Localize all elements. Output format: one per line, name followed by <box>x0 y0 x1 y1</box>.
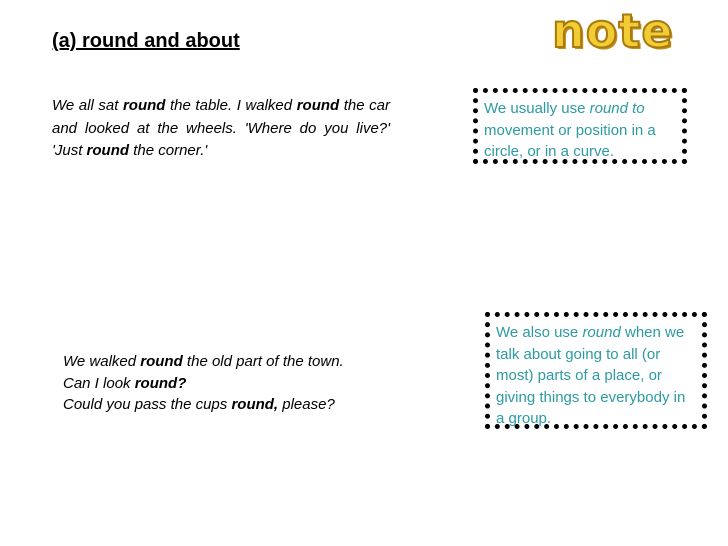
note-box-places <box>485 312 707 429</box>
example-text: Could you pass the cups <box>63 396 232 413</box>
example-text: please? <box>278 396 335 413</box>
note-text: when we talk about going to all (or most) parts of a place, or giving things to everybody in a group. <box>496 324 686 427</box>
example-bold-word: round <box>140 353 183 370</box>
note-box-usage <box>473 88 687 164</box>
paragraph-bold-word: round <box>296 97 340 114</box>
note-italic-term: round to <box>589 100 645 117</box>
example-bold-word: round? <box>134 374 187 392</box>
note-badge: note <box>552 4 674 58</box>
paragraph-bold-word: round <box>86 142 130 159</box>
note-text: movement or position in a circle, or in a curve. <box>484 121 656 160</box>
example-line <box>63 351 423 373</box>
example-line <box>63 394 423 416</box>
example-text: We walked <box>63 353 141 370</box>
note-italic-term: round <box>582 324 621 341</box>
paragraph-text: the table. I walked <box>165 97 297 114</box>
note-text: We also use <box>496 324 583 341</box>
section-title: (a) round and about <box>52 30 240 52</box>
example-sentences <box>63 351 423 416</box>
example-line <box>63 373 423 395</box>
example-bold-word: round, <box>231 396 279 413</box>
example-text: the old part of the town. <box>182 353 344 370</box>
note-text: We usually use <box>484 100 590 117</box>
paragraph-text: the corner.' <box>129 142 208 159</box>
example-text: Can I look <box>63 374 135 392</box>
intro-paragraph <box>52 95 390 163</box>
paragraph-text: the car and looked at the wheels. 'Where do you live?' 'Just <box>52 97 391 159</box>
paragraph-text: We all sat <box>52 97 123 114</box>
paragraph-bold-word: round <box>122 97 166 114</box>
